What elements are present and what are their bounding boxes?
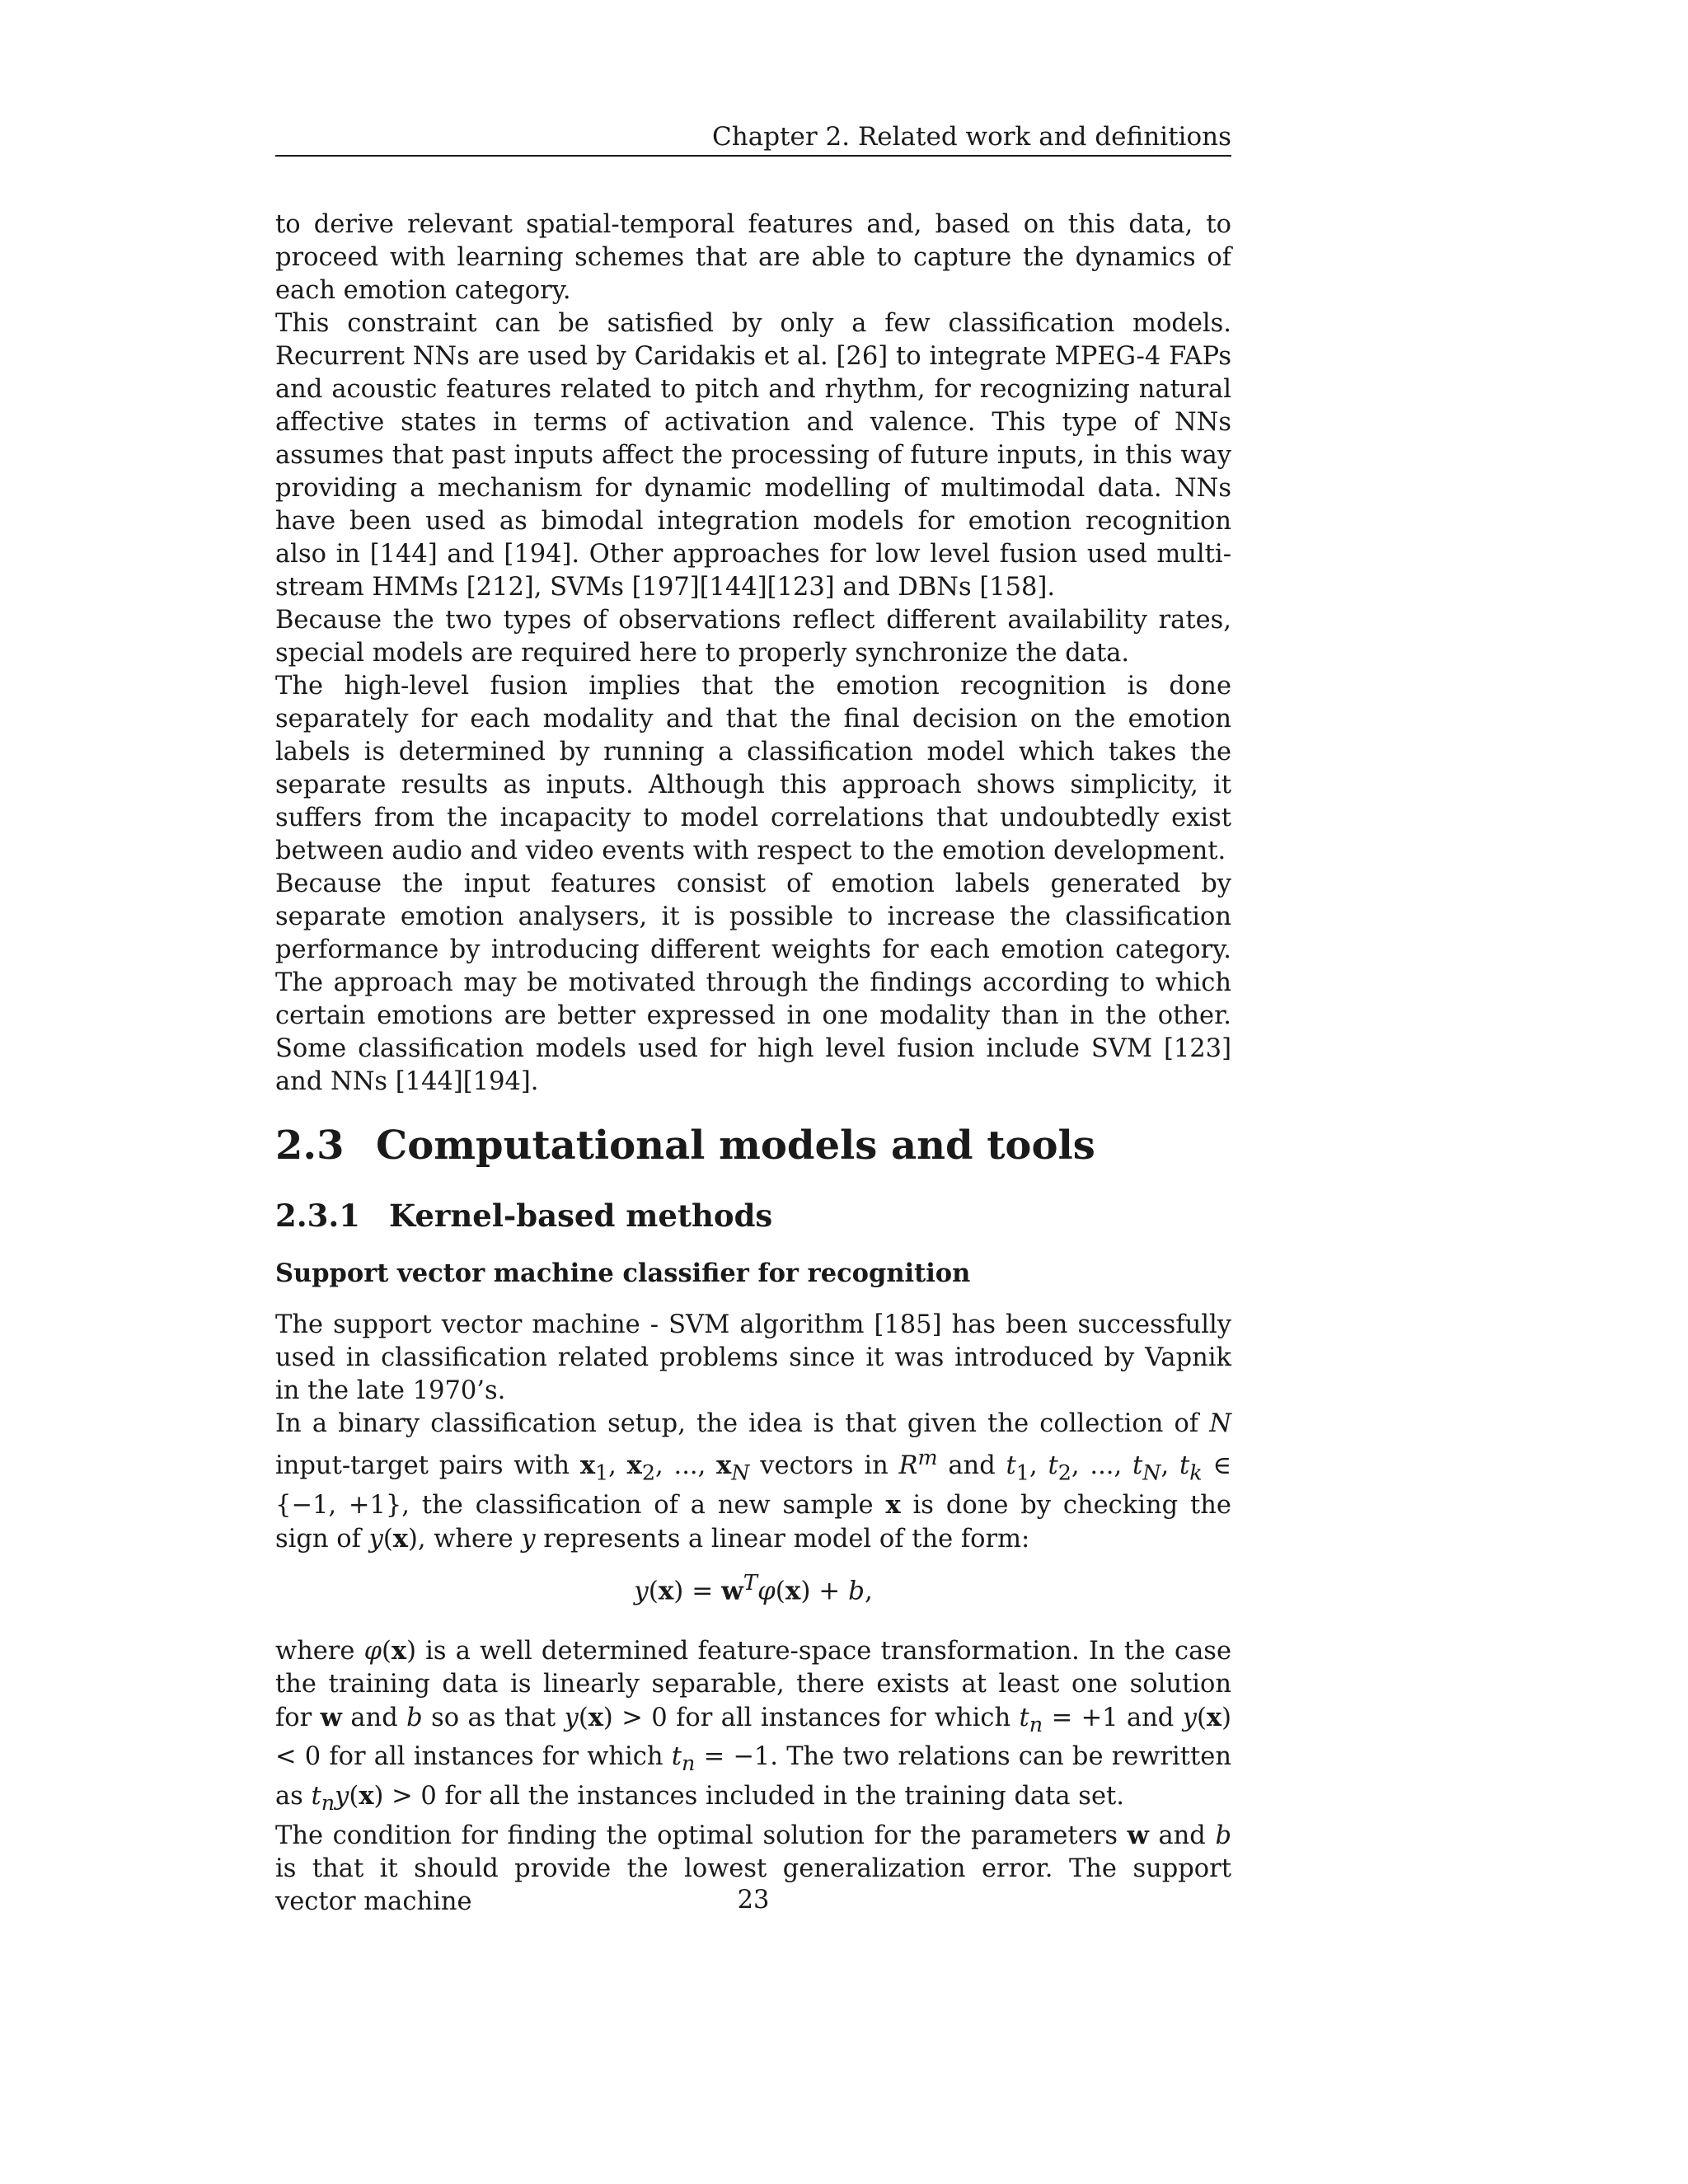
header-rule xyxy=(275,155,1231,157)
body-text-after-equation xyxy=(275,1634,1231,1919)
page-number: 23 xyxy=(737,1886,770,1915)
body-text-svm-intro xyxy=(275,1309,1231,1556)
linear-model-equation: $y(x) = w^T\varphi(x) + b$, xyxy=(634,1571,873,1606)
paragraph-synchronization: Because the two types of observations reflect different availability rates, special models are required here to properly synchronize the data. xyxy=(275,606,1231,668)
paragraph-high-level-fusion: The high-level fusion implies that the emotion recognition is done separately for each modality and that the final decision on the emotion labels is determined by running a classification model which takes the separate results as inputs. Although this approach shows simplicity, it suffers from the incapacity to model correlations that undoubtedly exist between audio and video events with respect to the emotion development. xyxy=(275,672,1231,865)
paragraph-binary-classification: In a binary classification setup, the idea is that given the collection of N input-target pairs with $x_1$, $x_2$, ..., $x_N$ vectors in $R^m$ and $t_1$, $t_2$, ..., $t_N$, $t_k$ ∈ {−1, +1}, the classification of a new sample x is done by checking the sign of y(x), where y represents a linear model of the form: xyxy=(275,1409,1231,1554)
subsection-title: Kernel-based methods xyxy=(389,1197,773,1234)
subsection-heading xyxy=(275,1193,1231,1238)
paragraph-continuation: to derive relevant spatial-temporal features and, based on this data, to proceed with learning schemes that are able to capture the dynamics of each emotion category. xyxy=(275,210,1231,305)
section-number: 2.3 xyxy=(275,1122,345,1169)
paragraph-heading: Support vector machine classifier for recognition xyxy=(275,1258,971,1288)
document-page xyxy=(275,0,1231,2184)
paragraph-optimal-solution: The condition for finding the optimal solution for the parameters w and b is that it should provide the lowest generalization error. The support vector machine xyxy=(275,1821,1231,1917)
section-heading xyxy=(275,1117,1231,1174)
body-text-before-section xyxy=(275,209,1231,1099)
section-title: Computational models and tools xyxy=(376,1122,1095,1169)
paragraph-svm-history: The support vector machine - SVM algorithm [185] has been successfully used in classification related problems since it was introduced by Vapnik in the late 1970’s. xyxy=(275,1310,1231,1405)
running-header: Chapter 2. Related work and definitions xyxy=(712,122,1231,152)
paragraph-feature-space: where φ(x) is a well determined feature-space transformation. In the case the training data is linearly separable, there exists at least one solution for w and b so as that y(x) > 0 for all instances for which $t_n = +1$ and y(x) < 0 for all instances for which $t_n = -1$. The two relations can be rewritten as $t_ny(x) > 0$ for all the instances included in the training data set. xyxy=(275,1636,1232,1816)
subsection-number: 2.3.1 xyxy=(275,1197,360,1234)
paragraph-emotion-weights: Because the input features consist of emotion labels generated by separate emotion analysers, it is possible to increase the classification performance by introducing different weights for each emotion category. The approach may be motivated through the findings according to which certain emotions are better expressed in one modality than in the other. Some classification models used for high level fusion include SVM [123] and NNs [144][194]. xyxy=(275,869,1231,1096)
paragraph-classification-models: This constraint can be satisfied by only a few classification models. Recurrent NNs are used by Caridakis et al. [26] to integrate MPEG-4 FAPs and acoustic features related to pitch and rhythm, for recognizing natural affective states in terms of activation and valence. This type of NNs assumes that past inputs affect the processing of future inputs, in this way providing a mechanism for dynamic modelling of multimodal data. NNs have been used as bimodal integration models for emotion recognition also in [144] and [194]. Other approaches for low level fusion used multi-stream HMMs [212], SVMs [197][144][123] and DBNs [158]. xyxy=(275,309,1231,602)
